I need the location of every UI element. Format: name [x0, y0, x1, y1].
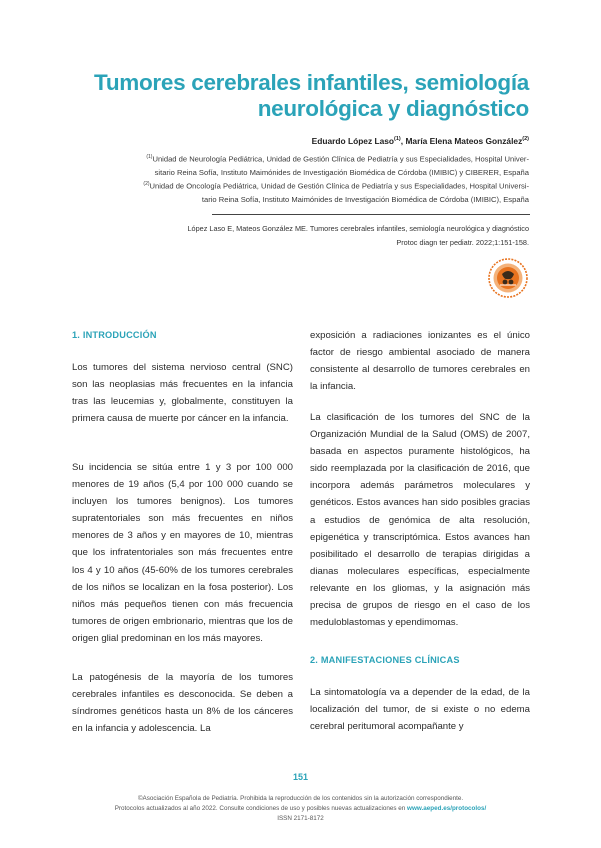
copyright-line: ©Asociación Española de Pediatría. Prohibida la reproducción de los contenidos sin la autorización correspondiente.	[137, 795, 464, 802]
footer-update-text: Protocolos actualizados al año 2022. Consulte condiciones de uso y posibles nuevas actualizaciones en	[114, 805, 408, 812]
author-list: Eduardo López Laso$^{(1)}$, María Elena Mateos González$^{(2)}$	[311, 136, 529, 146]
affiliation-1	[59, 151, 529, 180]
issn: ISSN 2171-8172	[277, 815, 324, 822]
paragraph: exposición a radiaciones ionizantes es el único factor de riesgo ambiental asociado de manera consistente al desarrollo de tumores cerebrales en la infancia.	[310, 330, 530, 393]
affiliation-text: sitario Reina Sofía, Instituto Maimónides de Investigación Biomédica de Córdoba (IMIBIC) y CIBERER, España	[154, 168, 529, 178]
section-heading-introduccion: 1. INTRODUCCIÓN	[72, 330, 157, 340]
page-number: 151	[292, 772, 309, 782]
paragraph: La patogénesis de la mayoría de los tumores cerebrales infantiles es desconocida. Se deben a síndromes genéticos hasta un 8% de los cánceres en la infancia y adolescencia. La	[72, 672, 293, 735]
affiliation-text: Unidad de Neurología Pediátrica, Unidad de Gestión Clínica de Pediatría y sus Especialidades, Hospital Univer-	[152, 154, 529, 164]
header-divider	[212, 214, 530, 215]
affiliation-marker: (2)	[143, 181, 150, 187]
author-name: María Elena Mateos González	[405, 136, 523, 146]
affiliation-marker: (1)	[146, 154, 153, 160]
title-line-2: neurológica y diagnóstico	[257, 96, 529, 121]
affiliation-text: Unidad de Oncología Pediátrica, Unidad de Gestión Clínica de Pediatría y sus Especialidades, Hospital Universi-	[149, 181, 529, 191]
author-affiliation-marker: (2)	[522, 136, 529, 143]
citation	[109, 222, 529, 250]
citation-line: Protoc diagn ter pediatr. 2022;1:151-158.	[396, 238, 529, 247]
protocols-link[interactable]: www.aeped.es/protocolos/	[407, 805, 487, 812]
affiliation-text: tario Reina Sofía, Instituto Maimónides de Investigación Biomédica de Córdoba (IMIBIC), España	[201, 195, 529, 205]
paragraph: Su incidencia se sitúa entre 1 y 3 por 100 000 menores de 19 años (5,4 por 100 000 cuando se incluyen los tumores benignos). Los tumores supratentoriales son más frecuentes en niños menores de 3 años y en mayores de 10, mientras que los infratentoriales son más frecuentes entre los 4 y 10 años (45-60% de los tumores cerebrales de los niños se localizan en la fosa posterior). Los niños más pequeños tienen con más frecuencia tumores de origen embrionario, mientras que los de origen glial predominan en los más mayores.	[72, 462, 293, 644]
footer-update-line	[0, 804, 601, 814]
citation-line: López Laso E, Mateos González ME. Tumores cerebrales infantiles, semiología neurológica y diagnóstico	[187, 224, 529, 233]
page-title	[59, 70, 529, 122]
paragraph: La sintomatología va a depender de la edad, de la localización del tumor, de si existe o no edema cerebral peritumoral acompañante y	[310, 687, 530, 733]
paragraph: La clasificación de los tumores del SNC de la Organización Mundial de la Salud (OMS) de 2007, basada en aspectos puramente histológicos, ha sido reemplazada por la clasificación de 2016, que incorpora además parámetros moleculares y genéticos. Estos avances han sido posibles gracias a estudios de genómica de alta resolución, epigenética y transcriptómica. Estos avances han posibilitado el desarrollo de terapias dirigidas a dianas moleculares específicas, especialmente relevante en los gliomas, y la asignación más precisa de grupos de riesgo en el caso de los meduloblastomas y ependimomas.	[310, 412, 530, 629]
affiliation-2	[59, 178, 529, 207]
paragraph: Los tumores del sistema nervioso central (SNC) son las neoplasias más frecuentes en la infancia tras las leucemias y, globalmente, constituyen la primera causa de muerte por cáncer en la infancia.	[72, 362, 293, 425]
title-line-1: Tumores cerebrales infantiles, semiología	[94, 70, 529, 95]
author-name: Eduardo López Laso	[311, 136, 395, 146]
aep-society-seal-icon	[488, 258, 528, 298]
author-affiliation-marker: (1)	[394, 136, 401, 143]
section-heading-manifestaciones: 2. MANIFESTACIONES CLÍNICAS	[310, 655, 460, 665]
